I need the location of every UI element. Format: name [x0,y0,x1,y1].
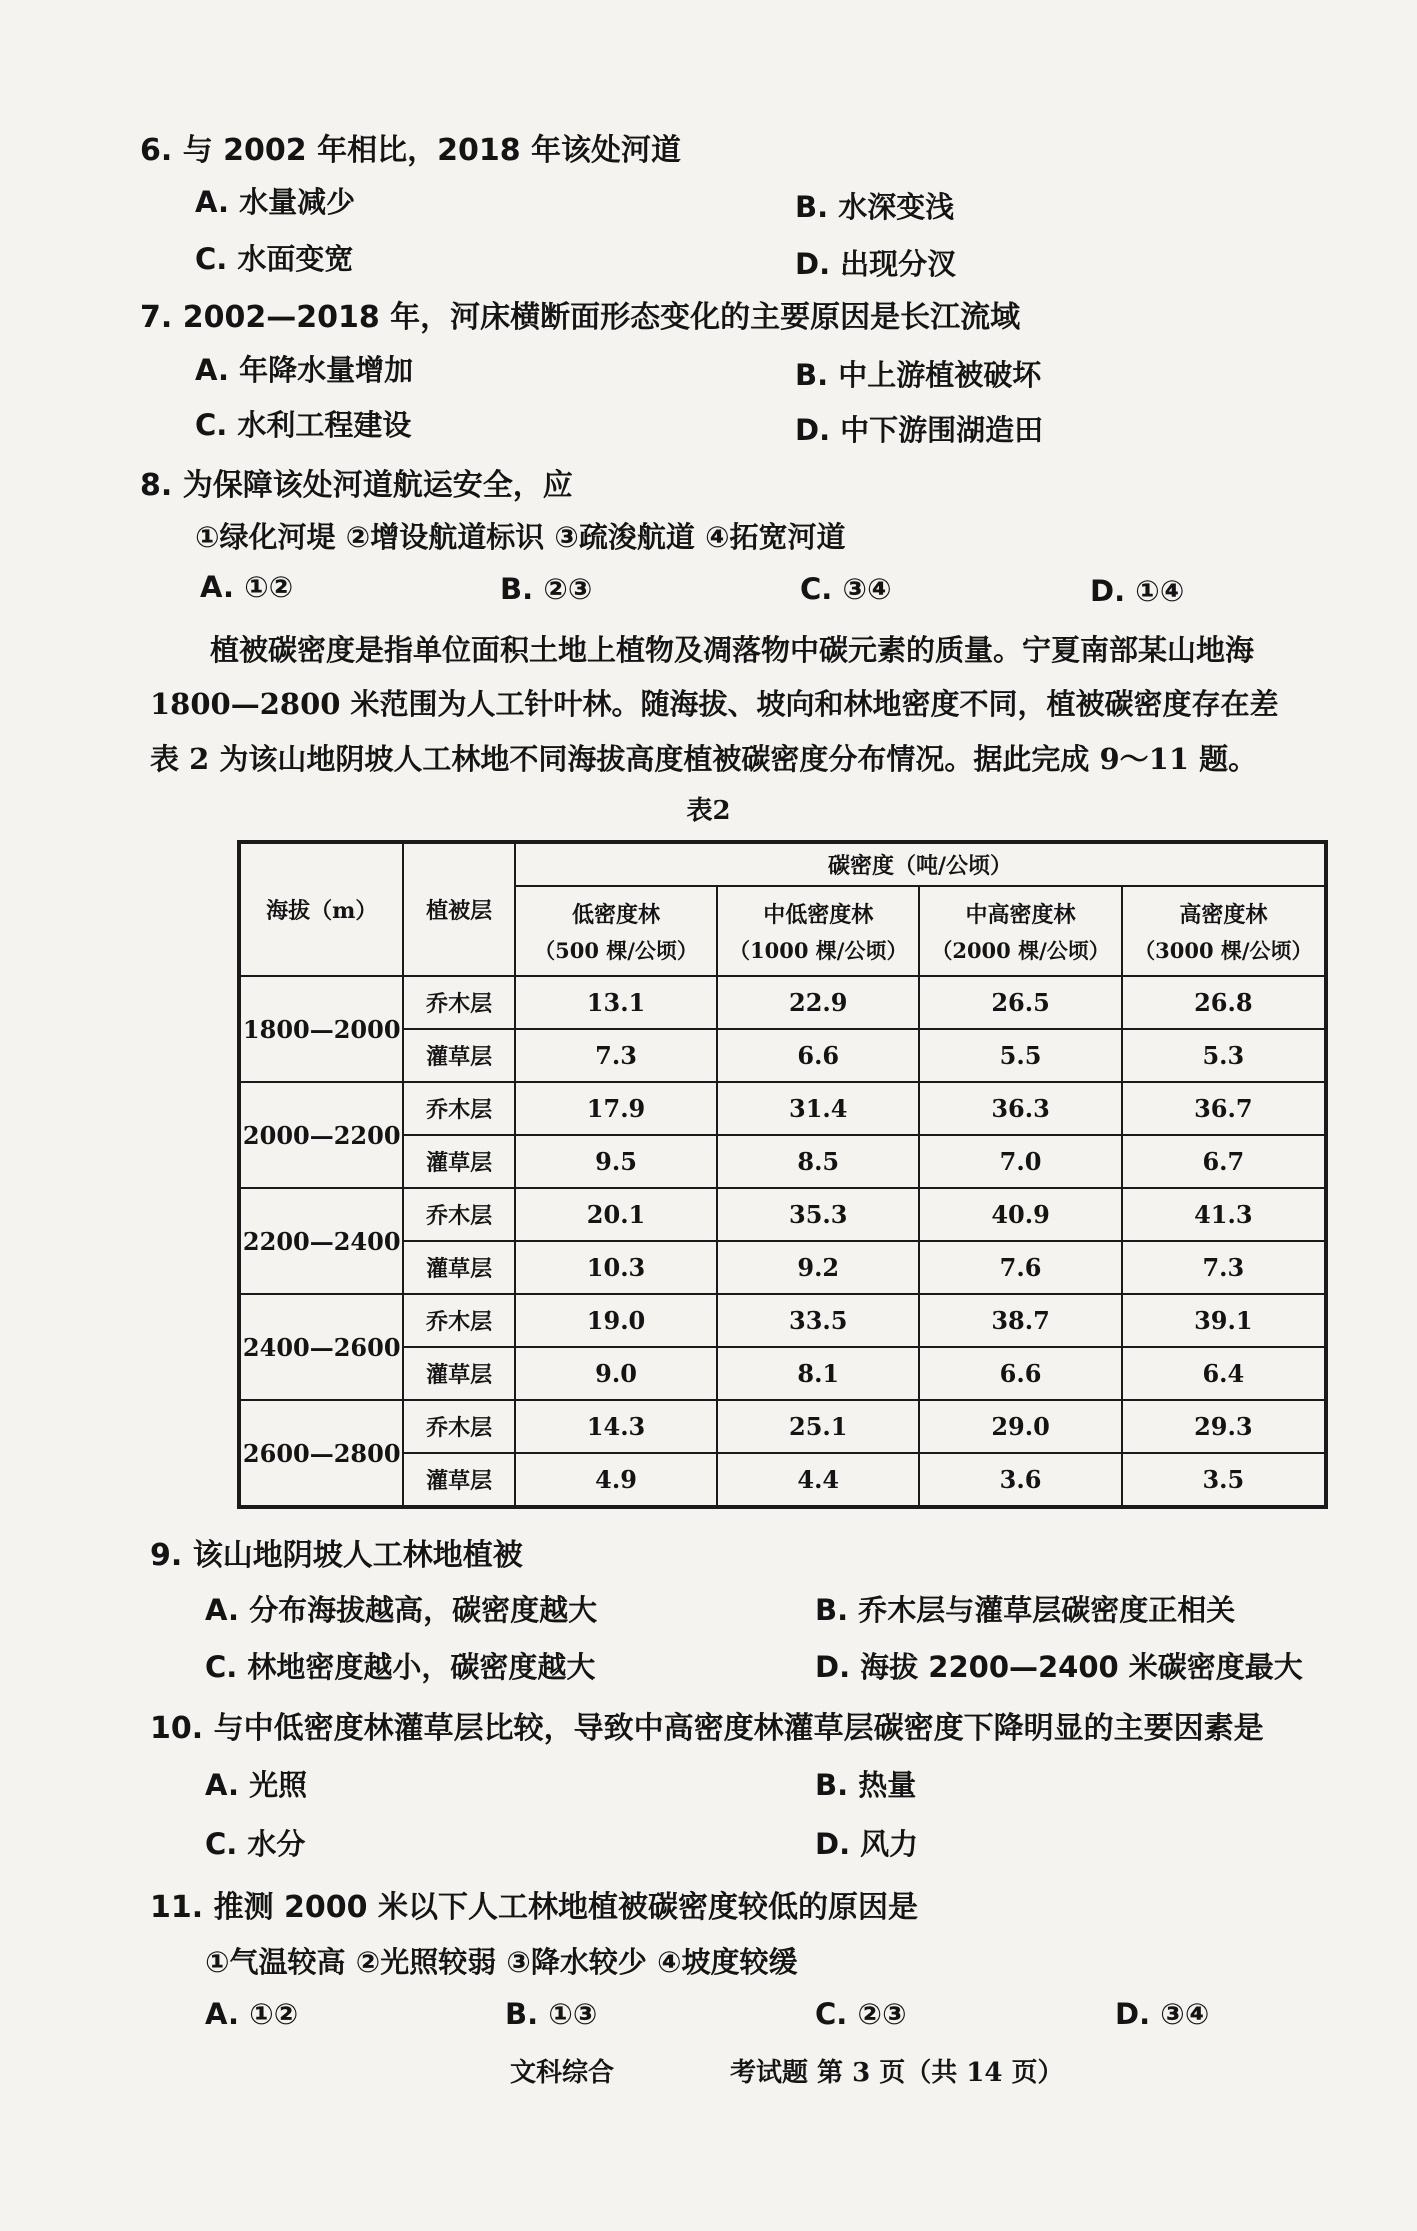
value-cell-mid-high: 38.7 [919,1294,1121,1347]
value-cell-mid-high: 40.9 [919,1188,1121,1241]
value-cell-mid-low: 4.4 [717,1453,919,1507]
header-density-mid-low [717,886,919,976]
altitude-cell: 2000—2200 [239,1082,403,1188]
question-6-stem: 6. 与 2002 年相比，2018 年该处河道 [140,133,682,168]
header-density-high [1122,886,1326,976]
value-cell-low: 10.3 [515,1241,717,1294]
header-density-mid-low-unit: （1000 棵/公顷） [729,937,908,963]
value-cell-mid-low: 31.4 [717,1082,919,1135]
header-carbon-density: 碳密度（吨/公顷） [515,842,1326,886]
value-cell-mid-low: 22.9 [717,976,919,1029]
altitude-cell: 2400—2600 [239,1294,403,1400]
question-10-option-a[interactable]: A. 光照 [205,1768,308,1802]
value-cell-low: 20.1 [515,1188,717,1241]
header-density-low [515,886,717,976]
layer-cell: 灌草层 [403,1029,514,1082]
value-cell-high: 39.1 [1122,1294,1326,1347]
question-7-option-b[interactable]: B. 中上游植被破坏 [795,358,1042,392]
value-cell-mid-high: 36.3 [919,1082,1121,1135]
layer-cell: 乔木层 [403,1082,514,1135]
table-row [239,1294,1326,1347]
value-cell-low: 9.0 [515,1347,717,1400]
value-cell-high: 26.8 [1122,976,1326,1029]
table-row [239,1188,1326,1241]
question-8-option-c[interactable]: C. ③④ [800,572,892,606]
altitude-cell: 2600—2800 [239,1400,403,1507]
header-density-high-name: 高密度林 [1179,901,1268,928]
layer-cell: 乔木层 [403,1188,514,1241]
question-8-option-a[interactable]: A. ①② [200,570,294,604]
value-cell-high: 7.3 [1122,1241,1326,1294]
header-density-mid-high-unit: （2000 棵/公顷） [931,937,1110,963]
carbon-density-table [237,840,1328,1509]
header-density-mid-low-name: 中低密度林 [763,901,874,928]
value-cell-low: 9.5 [515,1135,717,1188]
footer-subject: 文科综合 [510,2058,615,2088]
value-cell-low: 17.9 [515,1082,717,1135]
passage-line-1: 植被碳密度是指单位面积土地上植物及凋落物中碳元素的质量。宁夏南部某山地海 [210,633,1255,667]
layer-cell: 灌草层 [403,1453,514,1507]
header-density-high-unit: （3000 棵/公顷） [1134,937,1313,963]
passage-line-2: 1800—2800 米范围为人工针叶林。随海拔、坡向和林地密度不同，植被碳密度存在差 [150,687,1279,721]
table-caption: 表2 [686,796,731,826]
value-cell-high: 3.5 [1122,1453,1326,1507]
value-cell-mid-high: 5.5 [919,1029,1121,1082]
question-6-option-b[interactable]: B. 水深变浅 [795,190,955,224]
altitude-cell: 2200—2400 [239,1188,403,1294]
value-cell-mid-low: 33.5 [717,1294,919,1347]
value-cell-mid-high: 29.0 [919,1400,1121,1453]
header-density-mid-high [919,886,1121,976]
value-cell-low: 14.3 [515,1400,717,1453]
layer-cell: 乔木层 [403,1294,514,1347]
value-cell-high: 29.3 [1122,1400,1326,1453]
question-9-option-a[interactable]: A. 分布海拔越高，碳密度越大 [205,1593,598,1627]
value-cell-mid-low: 9.2 [717,1241,919,1294]
question-6-option-a[interactable]: A. 水量减少 [195,185,356,219]
layer-cell: 灌草层 [403,1135,514,1188]
question-7-stem: 7. 2002—2018 年，河床横断面形态变化的主要原因是长江流域 [140,300,1021,335]
header-density-low-unit: （500 棵/公顷） [534,937,698,963]
question-11-stem: 11. 推测 2000 米以下人工林地植被碳密度较低的原因是 [150,1890,918,1925]
header-density-mid-high-name: 中高密度林 [965,901,1076,928]
question-10-option-b[interactable]: B. 热量 [815,1768,917,1802]
question-11-option-a[interactable]: A. ①② [205,1997,299,2031]
question-10-stem: 10. 与中低密度林灌草层比较，导致中高密度林灌草层碳密度下降明显的主要因素是 [150,1711,1264,1746]
value-cell-low: 13.1 [515,976,717,1029]
table-row [239,1082,1326,1135]
question-10-option-d[interactable]: D. 风力 [815,1827,919,1861]
table-row [239,1400,1326,1453]
layer-cell: 灌草层 [403,1347,514,1400]
value-cell-mid-high: 7.6 [919,1241,1121,1294]
question-9-option-c[interactable]: C. 林地密度越小，碳密度越大 [205,1650,596,1684]
layer-cell: 乔木层 [403,976,514,1029]
value-cell-mid-high: 6.6 [919,1347,1121,1400]
value-cell-mid-high: 3.6 [919,1453,1121,1507]
question-11-option-b[interactable]: B. ①③ [505,1997,598,2031]
question-9-option-b[interactable]: B. 乔木层与灌草层碳密度正相关 [815,1593,1236,1627]
value-cell-mid-low: 35.3 [717,1188,919,1241]
question-11-option-c[interactable]: C. ②③ [815,1997,907,2031]
header-altitude: 海拔（m） [239,842,403,976]
header-layer: 植被层 [403,842,514,976]
value-cell-mid-low: 8.5 [717,1135,919,1188]
value-cell-high: 41.3 [1122,1188,1326,1241]
question-8-stem: 8. 为保障该处河道航运安全，应 [140,468,573,503]
value-cell-low: 4.9 [515,1453,717,1507]
question-6-option-c[interactable]: C. 水面变宽 [195,242,354,276]
question-7-option-d[interactable]: D. 中下游围湖造田 [795,413,1044,447]
question-8-option-b[interactable]: B. ②③ [500,572,593,606]
value-cell-low: 19.0 [515,1294,717,1347]
passage-line-3: 表 2 为该山地阴坡人工林地不同海拔高度植被碳密度分布情况。据此完成 9～11 题。 [150,742,1258,776]
question-7-option-a[interactable]: A. 年降水量增加 [195,353,414,387]
table-row [239,976,1326,1029]
question-7-option-c[interactable]: C. 水利工程建设 [195,408,412,442]
header-density-low-name: 低密度林 [572,901,661,928]
value-cell-mid-low: 8.1 [717,1347,919,1400]
question-8-items: ①绿化河堤 ②增设航道标识 ③疏浚航道 ④拓宽河道 [195,520,846,554]
value-cell-low: 7.3 [515,1029,717,1082]
value-cell-high: 6.4 [1122,1347,1326,1400]
question-6-option-d[interactable]: D. 出现分汊 [795,247,957,281]
value-cell-mid-high: 26.5 [919,976,1121,1029]
value-cell-mid-low: 6.6 [717,1029,919,1082]
layer-cell: 灌草层 [403,1241,514,1294]
value-cell-high: 6.7 [1122,1135,1326,1188]
question-11-items: ①气温较高 ②光照较弱 ③降水较少 ④坡度较缓 [205,1945,798,1979]
question-9-stem: 9. 该山地阴坡人工林地植被 [150,1538,523,1573]
layer-cell: 乔木层 [403,1400,514,1453]
question-11-option-d[interactable]: D. ③④ [1115,1997,1210,2031]
question-10-option-c[interactable]: C. 水分 [205,1827,306,1861]
question-8-option-d[interactable]: D. ①④ [1090,574,1185,608]
value-cell-mid-high: 7.0 [919,1135,1121,1188]
footer-page-number: 考试题 第 3 页（共 14 页） [730,2058,1064,2088]
table-body [239,976,1326,1507]
altitude-cell: 1800—2000 [239,976,403,1082]
question-9-option-d[interactable]: D. 海拔 2200—2400 米碳密度最大 [815,1650,1303,1684]
value-cell-mid-low: 25.1 [717,1400,919,1453]
value-cell-high: 5.3 [1122,1029,1326,1082]
value-cell-high: 36.7 [1122,1082,1326,1135]
